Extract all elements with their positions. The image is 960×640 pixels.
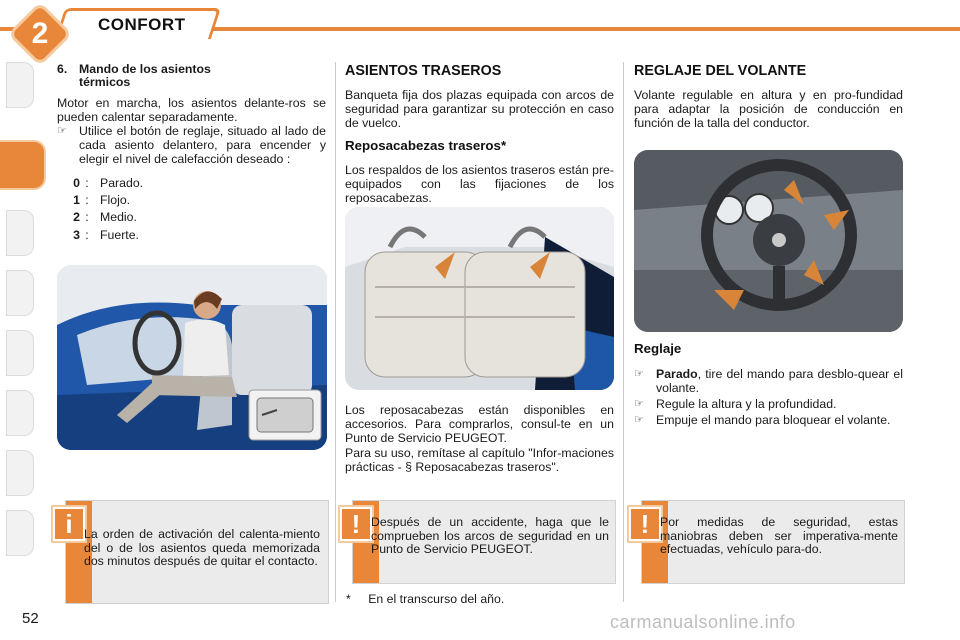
footnote-mark: * bbox=[346, 592, 351, 606]
driver-seat-illustration bbox=[57, 265, 327, 450]
level-item bbox=[68, 228, 139, 242]
footnote bbox=[346, 592, 504, 606]
level-sep: : bbox=[85, 210, 89, 224]
warning-icon: ! bbox=[629, 507, 661, 541]
watermark: carmanualsonline.info bbox=[610, 612, 796, 632]
item-number: 6. bbox=[57, 62, 68, 76]
steering-intro: Volante regulable en altura y en pro-fundidad para adaptar la posición de conducción en función de la talla del conductor. bbox=[634, 88, 903, 130]
bullet-text: Utilice el botón de reglaje, situado al lado de cada asiento delantero, para encender y elegir el nivel de calefacción deseado : bbox=[79, 124, 326, 166]
level-key: 0 bbox=[73, 176, 80, 190]
item-title-line2: térmicos bbox=[79, 75, 131, 89]
level-key: 1 bbox=[73, 193, 80, 207]
level-item bbox=[68, 193, 130, 207]
chapter-tab-7[interactable] bbox=[6, 450, 34, 496]
chapter-tab-3[interactable] bbox=[6, 210, 34, 256]
adjustment-step bbox=[634, 413, 903, 427]
column-divider bbox=[623, 62, 624, 602]
warning-note-text: Después de un accidente, haga que le comprueben los arcos de seguridad en un Punto de Servicio PEUGEOT. bbox=[371, 515, 609, 556]
rear-headrests-p3: Para su uso, remítase al capítulo "Infor-maciones prácticas - § Reposacabezas traseros". bbox=[345, 446, 614, 474]
column-divider bbox=[335, 62, 336, 602]
warning-note-text: Por medidas de seguridad, estas maniobras deben ser imperativa-mente efectuadas, vehículo para-do. bbox=[660, 515, 898, 556]
info-note bbox=[65, 500, 329, 604]
step-text: Empuje el mando para bloquear el volante. bbox=[656, 413, 891, 427]
chapter-tab-4[interactable] bbox=[6, 270, 34, 316]
rear-headrests-p2: Los reposacabezas están disponibles en accesorios. Para comprarlos, consul-te en un Punto de Servicio PEUGEOT. bbox=[345, 403, 614, 445]
adjustment-step bbox=[634, 397, 903, 411]
rear-seats-intro: Banqueta fija dos plazas equipada con arcos de seguridad para garantizar su protección en caso de vuelco. bbox=[345, 88, 614, 130]
rear-seats-illustration bbox=[345, 207, 614, 390]
hand-pointer-bullet-icon: ☞ bbox=[634, 368, 644, 380]
level-item bbox=[68, 210, 137, 224]
step-text: Regule la altura y la profundidad. bbox=[656, 397, 837, 411]
info-note-text: La orden de activación del calenta-miento del o de los asientos queda memorizada dos minutos después de quitar el contacto. bbox=[84, 527, 320, 568]
level-label: Parado. bbox=[100, 176, 144, 190]
hand-pointer-bullet-icon: ☞ bbox=[634, 414, 644, 426]
level-key: 3 bbox=[73, 228, 80, 242]
adjustment-step bbox=[634, 367, 903, 395]
level-label: Fuerte. bbox=[100, 228, 139, 242]
info-icon: i bbox=[53, 507, 85, 541]
level-item bbox=[68, 176, 143, 190]
chapter-tab-2-active[interactable] bbox=[0, 142, 44, 188]
warning-note-safety bbox=[641, 500, 905, 584]
chapter-tab-1[interactable] bbox=[6, 62, 34, 108]
level-sep: : bbox=[85, 193, 89, 207]
level-key: 2 bbox=[73, 210, 80, 224]
hand-pointer-bullet-icon: ☞ bbox=[57, 125, 67, 137]
chapter-sidebar bbox=[0, 62, 32, 574]
steering-title: REGLAJE DEL VOLANTE bbox=[634, 63, 807, 79]
item-title-line1: Mando de los asientos bbox=[79, 62, 211, 76]
level-sep: : bbox=[85, 176, 89, 190]
adjustment-subtitle: Reglaje bbox=[634, 341, 682, 356]
rear-headrests-p1: Los respaldos de los asientos traseros están pre-equipados con las fijaciones de los reposacabezas. bbox=[345, 163, 614, 205]
heated-seats-intro: Motor en marcha, los asientos delante-ros se pueden calentar separadamente. bbox=[57, 96, 326, 124]
rear-seats-title: ASIENTOS TRASEROS bbox=[345, 63, 502, 79]
chapter-tab-6[interactable] bbox=[6, 390, 34, 436]
level-label: Medio. bbox=[100, 210, 137, 224]
page-number: 52 bbox=[22, 610, 39, 627]
step-text: , tire del mando para desblo-quear el volante. bbox=[656, 367, 903, 395]
hand-pointer-bullet-icon: ☞ bbox=[634, 398, 644, 410]
warning-note-arches bbox=[352, 500, 616, 584]
heated-seats-bullet bbox=[57, 124, 326, 166]
chapter-title: CONFORT bbox=[98, 15, 186, 34]
footnote-text: En el transcurso del año. bbox=[368, 592, 505, 606]
level-sep: : bbox=[85, 228, 89, 242]
rear-headrests-subtitle: Reposacabezas traseros* bbox=[345, 138, 507, 153]
chapter-tab-5[interactable] bbox=[6, 330, 34, 376]
chapter-number: 2 bbox=[31, 17, 49, 50]
chapter-tab-8[interactable] bbox=[6, 510, 34, 556]
level-label: Flojo. bbox=[100, 193, 131, 207]
step-bold: Parado bbox=[656, 367, 698, 381]
item-heading bbox=[57, 63, 327, 89]
warning-icon: ! bbox=[340, 507, 372, 541]
steering-wheel-illustration bbox=[634, 150, 903, 332]
